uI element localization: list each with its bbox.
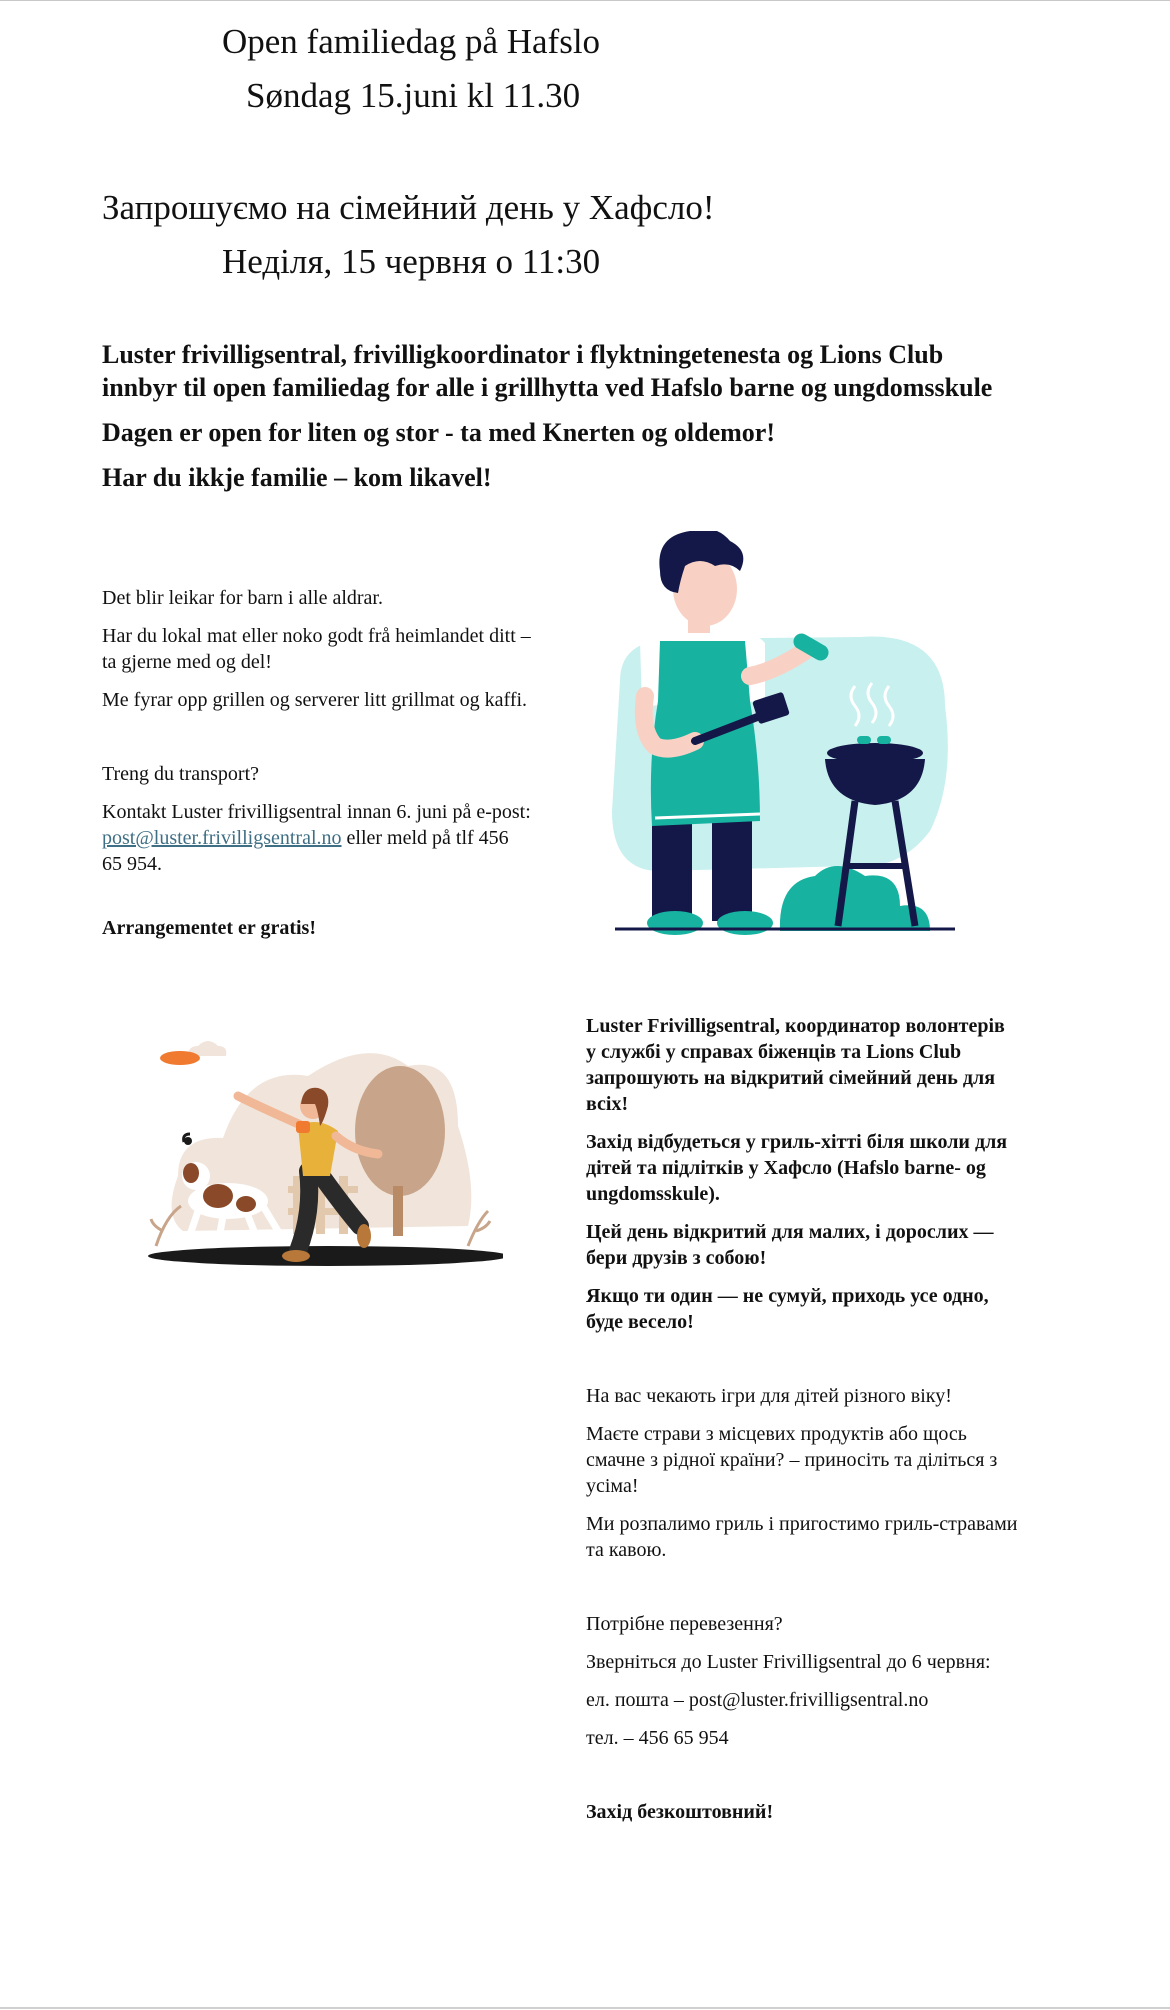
tree-shape	[355, 1066, 445, 1196]
shoe-right	[717, 911, 773, 935]
ua-food-line: усіма!	[586, 1475, 639, 1497]
ua-contact-line: Зверніться до Luster Frivilligsentral до 6 червня:	[586, 1651, 991, 1673]
ua-venue-line: ungdomsskule).	[586, 1183, 720, 1205]
page-bottom-border	[0, 2007, 1170, 2009]
intro-ukrainian	[586, 1013, 1086, 1335]
shoe-left	[647, 911, 703, 935]
ua-open-line: Цей день відкритий для малих, і дорослих —	[586, 1221, 994, 1243]
intro-line: Dagen er open for liten og stor - ta med Knerten og oldemor!	[102, 418, 776, 447]
date-ukrainian: Неділя, 15 червня о 11:30	[222, 242, 601, 281]
ua-contact-email: ел. пошта – post@luster.frivilligsentral.no	[586, 1689, 929, 1711]
ua-intro-line: Luster Frivilligsentral, координатор волонтерів	[586, 1015, 1005, 1037]
title-ukrainian: Запрошуємо на сімейний день у Хафсло!	[102, 188, 715, 227]
ua-venue-line: Захід відбудеться у гриль-хітті біля школи для	[586, 1131, 1008, 1153]
ua-food-line: смачне з рідної країни? – приносіть та діліться з	[586, 1449, 998, 1471]
ua-intro-line: запрошують на відкритий сімейний день для	[586, 1067, 996, 1089]
ua-transport-question: Потрібне перевезення?	[586, 1613, 783, 1635]
contact-rest: eller meld på tlf 456	[341, 827, 509, 849]
man-grilling-illustration	[600, 531, 970, 941]
ua-body	[586, 1383, 1086, 1825]
ua-intro-line: у службі у справах біженців та Lions Club	[586, 1041, 962, 1063]
detail-food-line: Har du lokal mat eller noko godt frå heimlandet ditt –	[102, 625, 531, 647]
detail-contact-line: 65 954.	[102, 853, 162, 875]
email-link[interactable]: post@luster.frivilligsentral.no	[102, 827, 342, 849]
detail-transport-question: Treng du transport?	[102, 763, 260, 785]
detail-contact-line: Kontakt Luster frivilligsentral innan 6. juni på e-post:	[102, 801, 531, 823]
frisbee-icon	[160, 1051, 200, 1065]
detail-grill: Me fyrar opp grillen og serverer litt grillmat og kaffi.	[102, 689, 528, 711]
ua-food-line: Маєте страви з місцевих продуктів або щось	[586, 1423, 967, 1445]
ua-games: На вас чекають ігри для дітей різного віку!	[586, 1385, 952, 1407]
ua-venue-line: дітей та підлітків у Хафсло (Hafslo barne- og	[586, 1157, 986, 1179]
intro-line: Luster frivilligsentral, frivilligkoordinator i flyktningetenesta og Lions Club	[102, 340, 944, 369]
ua-grill-line: та кавою.	[586, 1539, 667, 1561]
ua-alone-line: буде весело!	[586, 1311, 694, 1333]
detail-food-line: ta gjerne med og del!	[102, 651, 272, 673]
intro-line: innbyr til open familiedag for alle i grillhytta ved Hafslo barne og ungdomsskule	[102, 373, 993, 402]
ua-alone-line: Якщо ти один — не сумуй, приходь усе одно,	[586, 1285, 989, 1307]
details-ukrainian	[586, 1013, 1086, 1825]
date-norwegian: Søndag 15.juni kl 11.30	[246, 76, 581, 115]
detail-contact-line	[102, 825, 592, 851]
ua-contact-phone: тел. – 456 65 954	[586, 1727, 729, 1749]
leg-left	[652, 821, 692, 921]
intro-line: Har du ikkje familie – kom likavel!	[102, 463, 492, 492]
leg-right	[712, 821, 752, 921]
detail-games: Det blir leikar for barn i alle aldrar.	[102, 587, 383, 609]
woman-frisbee-dog-illustration	[138, 1026, 503, 1281]
details-norwegian	[102, 585, 592, 941]
ua-grill-line: Ми розпалимо гриль і пригостимо гриль-стравами	[586, 1513, 1018, 1535]
free-notice-norwegian: Arrangementet er gratis!	[102, 917, 316, 939]
ua-intro-line: всіх!	[586, 1093, 629, 1115]
ua-open-line: бери друзів з собою!	[586, 1247, 767, 1269]
intro-norwegian	[102, 338, 1132, 494]
free-notice-ukrainian: Захід безкоштовний!	[586, 1801, 774, 1823]
ground-shadow	[148, 1246, 503, 1266]
title-norwegian: Open familiedag på Hafslo	[222, 22, 601, 61]
